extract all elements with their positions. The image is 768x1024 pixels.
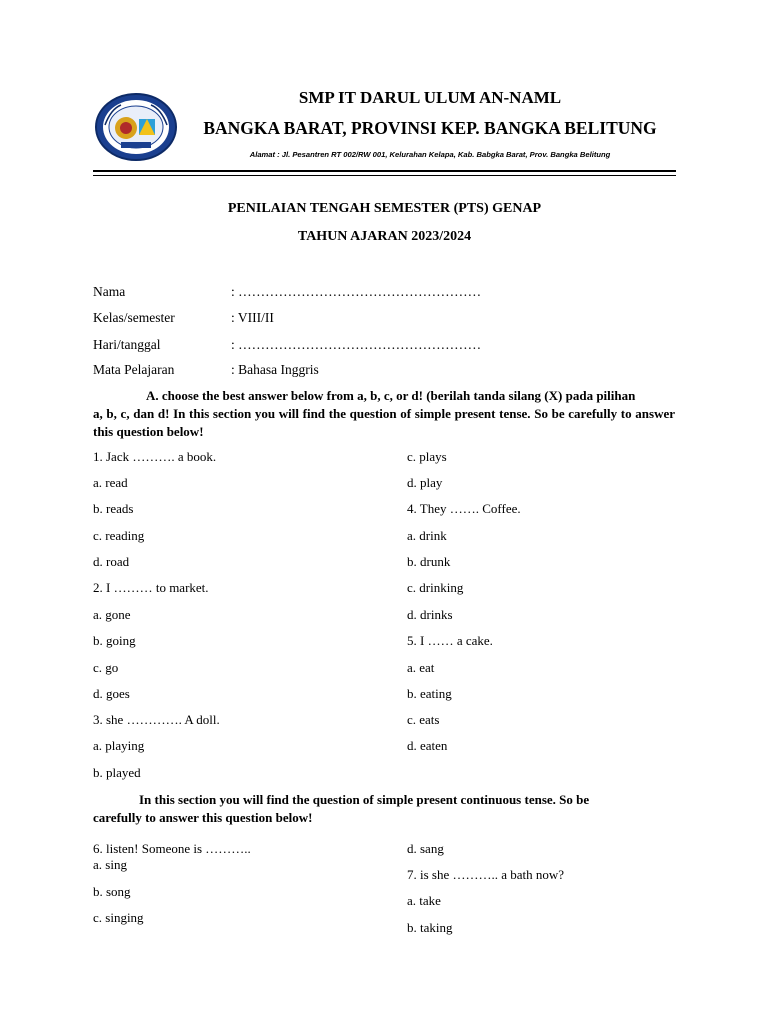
q6-option-a: a. sing	[93, 857, 127, 872]
q6-stem: 6. listen! Someone is ………..	[93, 841, 251, 856]
field-label-kelas: Kelas/semester	[93, 310, 175, 325]
q3-option-a: a. playing	[93, 738, 145, 753]
school-logo	[93, 89, 179, 165]
q2-option-b: b. going	[93, 633, 136, 648]
section-b-instruction-rest: carefully to answer this question below!	[93, 810, 313, 825]
field-label-mapel: Mata Pelajaran	[93, 362, 175, 377]
q4-option-a: a. drink	[407, 528, 447, 543]
section-a-instruction	[93, 387, 675, 441]
q1-option-b: b. reads	[93, 501, 134, 516]
q2-stem: 2. I ……… to market.	[93, 580, 209, 595]
q4-stem: 4. They ……. Coffee.	[407, 501, 521, 516]
field-label-hari: Hari/tanggal	[93, 337, 161, 352]
field-value-mapel: : Bahasa Inggris	[231, 362, 319, 377]
q1-option-a: a. read	[93, 475, 128, 490]
q2-option-d: d. goes	[93, 686, 130, 701]
school-address: Alamat : Jl. Pesantren RT 002/RW 001, Kelurahan Kelapa, Kab. Babgka Barat, Prov. Bangka Belitung	[249, 150, 611, 159]
q1-stem: 1. Jack ………. a book.	[93, 449, 217, 464]
section-b-instruction-lead: In this section you will find the question of simple present continuous tense. So be	[139, 792, 590, 807]
q2-option-a: a. gone	[93, 607, 131, 622]
q3-stem: 3. she …………. A doll.	[93, 712, 220, 727]
q1-option-d: d. road	[93, 554, 130, 569]
q4-option-b: b. drunk	[407, 554, 451, 569]
q1-option-c: c. reading	[93, 528, 145, 543]
q6-option-b: b. song	[93, 884, 131, 899]
field-value-kelas: : VIII/II	[231, 310, 274, 325]
q7-option-a: a. take	[407, 893, 441, 908]
q5-stem: 5. I …… a cake.	[407, 633, 493, 648]
q5-option-a: a. eat	[407, 660, 435, 675]
q4-option-d: d. drinks	[407, 607, 453, 622]
school-region: BANGKA BARAT, PROVINSI KEP. BANGKA BELITUNG	[203, 118, 657, 138]
q5-option-c: c. eats	[407, 712, 440, 727]
q4-option-c: c. drinking	[407, 580, 464, 595]
q6-option-c: c. singing	[93, 910, 144, 925]
q5-option-d: d. eaten	[407, 738, 448, 753]
q3-option-c: c. plays	[407, 449, 447, 464]
school-name: SMP IT DARUL ULUM AN-NAML	[298, 88, 562, 107]
exam-year: TAHUN AJARAN 2023/2024	[297, 229, 472, 244]
field-value-hari: : ………………………………………………	[231, 337, 482, 352]
field-label-nama: Nama	[93, 284, 126, 299]
section-b-instruction	[93, 791, 675, 827]
field-value-nama: : ………………………………………………	[231, 284, 482, 299]
q2-option-c: c. go	[93, 660, 119, 675]
q3-option-b: b. played	[93, 765, 141, 780]
q7-stem: 7. is she ……….. a bath now?	[407, 867, 565, 882]
exam-title: PENILAIAN TENGAH SEMESTER (PTS) GENAP	[227, 201, 542, 216]
letterhead-rule-thin	[93, 175, 676, 176]
q5-option-b: b. eating	[407, 686, 452, 701]
section-a-instruction-rest: a, b, c, dan d! In this section you will find the question of simple present tense. So be carefully to answer this question below!	[93, 406, 675, 439]
q6-option-d: d. sang	[407, 841, 444, 856]
section-a-instruction-lead: A. choose the best answer below from a, b, c, or d! (berilah tanda silang (X) pada pilihan	[146, 388, 636, 403]
q7-option-b: b. taking	[407, 920, 453, 935]
q3-option-d: d. play	[407, 475, 443, 490]
letterhead-rule-thick	[93, 170, 676, 172]
